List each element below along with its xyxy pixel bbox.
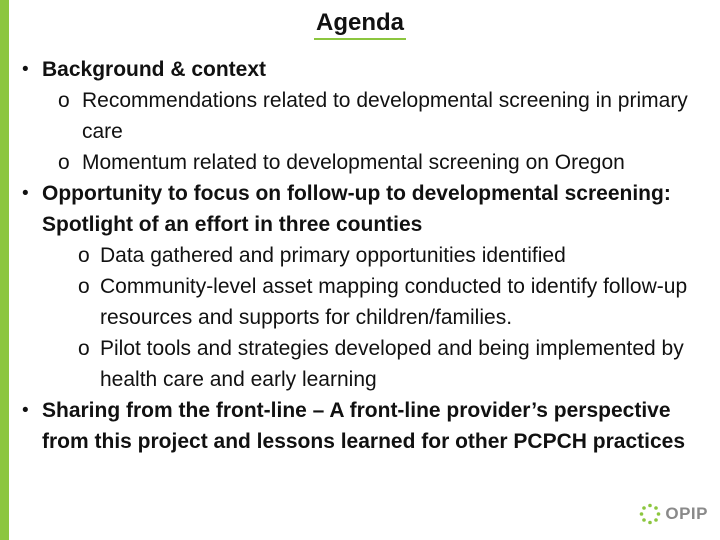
slide-title: Agenda	[314, 8, 406, 40]
logo-text: OPIP	[665, 504, 708, 523]
sub-item-momentum	[18, 147, 714, 178]
sub-bullet-glyph: o	[78, 337, 90, 360]
opip-logo	[639, 498, 708, 530]
agenda-item-background	[18, 54, 714, 85]
bullet-glyph: •	[22, 183, 29, 204]
bullet-glyph: •	[22, 59, 29, 80]
sub-item-asset-mapping	[18, 271, 714, 333]
sub-item-text: Pilot tools and strategies developed and being implemented by health care and early learning	[100, 337, 684, 391]
sub-bullet-glyph: o	[78, 275, 90, 298]
agenda-item-text: Opportunity to focus on follow-up to developmental screening: Spotlight of an effort in three counties	[42, 182, 671, 236]
sub-item-text: Momentum related to developmental screening on Oregon	[82, 151, 625, 174]
sub-item-data	[18, 240, 714, 271]
sub-bullet-glyph: o	[78, 244, 90, 267]
sub-item-text: Recommendations related to developmental screening in primary care	[82, 89, 688, 143]
sub-bullet-glyph: o	[58, 89, 70, 112]
sub-item-text: Community-level asset mapping conducted to identify follow-up resources and supports for children/families.	[100, 275, 688, 329]
sub-item-pilot-tools	[18, 333, 714, 395]
title-wrapper	[0, 8, 720, 40]
agenda-item-opportunity	[18, 178, 714, 240]
dot-ring-icon	[639, 503, 661, 525]
agenda-item-sharing	[18, 395, 714, 457]
accent-bar	[0, 0, 9, 540]
agenda-item-text: Background & context	[42, 58, 267, 81]
agenda-item-text: Sharing from the front-line – A front-line provider’s perspective from this project and lessons learned for other PCPCH practices	[42, 399, 685, 453]
sub-item-text: Data gathered and primary opportunities identified	[100, 244, 566, 267]
sub-bullet-glyph: o	[58, 151, 70, 174]
bullet-glyph: •	[22, 400, 29, 421]
agenda-list	[18, 54, 714, 457]
sub-item-recommendations	[18, 85, 714, 147]
